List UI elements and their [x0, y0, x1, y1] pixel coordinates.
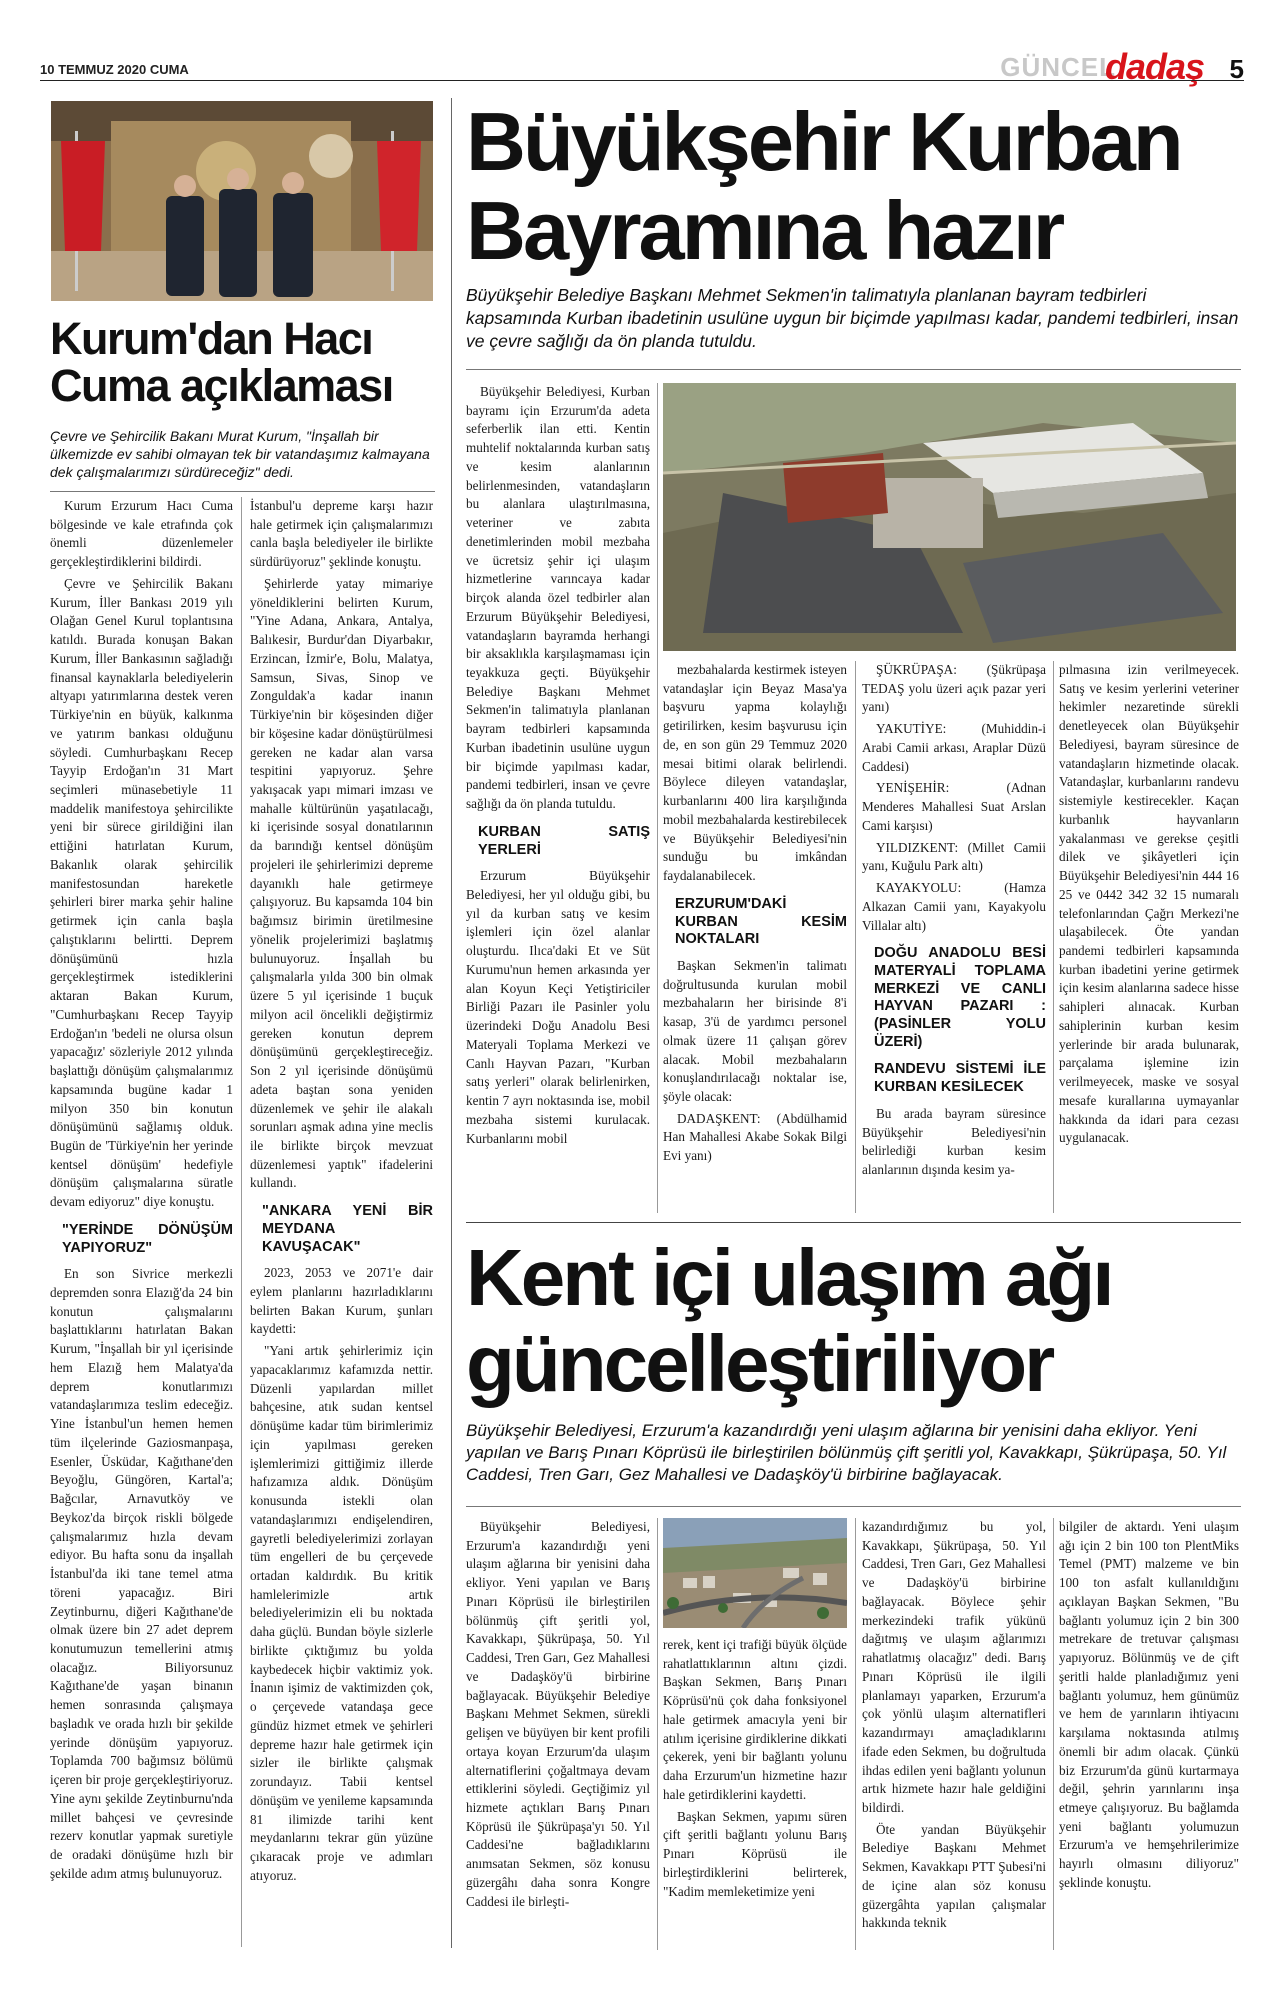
- paragraph: DADAŞKENT: (Abdülhamid Han Mahallesi Akabe Sokak Bilgi Evi yanı): [663, 1110, 847, 1164]
- paragraph: Büyükşehir Belediyesi, Kurban bayramı için Erzurum'da adeta seferberlik ilan etti. Kentin muhtelif noktalarında kurban satış ve kesim alanlarının belirlenmesinden, vatandaşların bu alanlara ulaştırılmasına, veteriner ve zabıta denetimlerinden mobil mezbaha ve ücretsiz şehir içi ulaşım hizmetlerine varıncaya kadar birçok alanda özel tedbirler alan Erzurum Büyükşehir Belediyesi, vatandaşların bayramda herhangi bir aksaklıkla karşılaşmaması için teyakkuza geçti. Büyükşehir Belediye Başkanı Mehmet Sekmen'in talimatıyla planlanan bayram tedbirleri kapsamında Kurban ibadetinin usulüne uygun bir biçimde yapılması kadar, pandemi tedbirleri, insan ve çevre sağlığı da ön planda tutuldu.: [466, 384, 650, 812]
- bottom-column-4: [1059, 1518, 1239, 1950]
- column-divider: [855, 661, 856, 1213]
- section-label: GÜNCEL: [1000, 52, 1116, 82]
- paragraph: bilgiler de aktardı. Yeni ulaşım ağı için 2 bin 100 ton PlentMiks Temel (PMT) malzeme ve bin 100 ton asfalt kullanıldığını açıklayan Başkan Sekmen, "Bu bağlantı yolumuz için 2 bin 300 metrekare de tretuvar çalışması yapıyoruz. Bölünmüş ve de çift şeritli halde planladığımız yeni bağlantı yolumuz, hem günümüz ve hem de yarınların ihtiyacını karşılama noktasında atılmış önemli bir adım olacak. Çünkü biz Erzurum'da günü kurtarmaya değil, şehrin yarınlarını inşa etmeye çalışıyoruz. Bu bağlamda yeni bağlantı yolumuzun Erzurum'a ve hemşehrilerimize hayırlı olmasını diliyoruz" şeklinde konuştu.: [1059, 1519, 1239, 1890]
- page-number: 5: [1229, 54, 1244, 84]
- top-spot: Büyükşehir Belediye Başkanı Mehmet Sekmen'in talimatıyla planlanan bayram tedbirleri kapsamında Kurban ibadetinin usulüne uygun bir biçimde yapılması kadar, pandemi tedbirleri, insan ve çevre sağlığı da ön planda tutuldu.: [466, 285, 1239, 351]
- top-c1-subheading: KURBAN SATIŞ YERLERİ: [478, 823, 650, 858]
- paragraph: "Yani artık şehirlerimiz için yapacaklarımız kafamızda nettir. Düzenli yapılardan millet bahçesine, atık sudan kentsel dönüşüme kadar tüm birimlerimiz için yapılması gereken işlemlerimizi gittiğimiz illerde hafızamıza aldık. Dönüşüm konusunda istekli olan vatandaşlarımızı endişelendiren, gayretli belediyelerimizi zorlayan tüm engelleri de bu çerçevede ortadan kaldırdık. Bu kritik hamlelerimizle artık belediyelerimizin eli bu noktada daha güçlü. Bundan böyle sizlerle birlikte çıktığımız bu yolda kaybedecek hiçbir vaktimiz yok. İnanın işimiz de vaktimizden çok, o çerçevede vatandaşa gece gündüz hizmet etmek ve şehirleri depreme hazır hale getirmek için sizler ile birlikte çalışmak zorundayız. Tabii kentsel dönüşüm ve yenileme kapsamında 81 ilimizde tarihi kent meydanlarını tekrar gün yüzüne çıkaracak proje ve adımları atıyoruz.: [250, 1343, 433, 1883]
- left-column-2: [250, 497, 433, 1947]
- left-headline-line2: Cuma açıklaması: [50, 360, 393, 412]
- top-headline-line2: Bayramına hazır: [466, 184, 1063, 277]
- bottom-spot-rule: [466, 1506, 1241, 1507]
- top-c3-subheading-2: RANDEVU SİSTEMİ İLE KURBAN KESİLECEK: [874, 1061, 1046, 1096]
- top-column-4: [1059, 661, 1239, 1213]
- kurum-photo: [51, 101, 433, 301]
- column-divider: [241, 497, 242, 1947]
- bottom-headline: [466, 1233, 1256, 1408]
- column-divider: [855, 1518, 856, 1950]
- issue-date: 10 TEMMUZ 2020 CUMA: [40, 62, 189, 77]
- top-headline-line1: Büyükşehir Kurban: [466, 95, 1181, 188]
- city-road-aerial-photo: [663, 1518, 847, 1628]
- top-column-3: [862, 661, 1046, 1213]
- paragraph: YAKUTİYE: (Muhiddin-i Arabi Camii arkası, Araplar Düzü Caddesi): [862, 721, 1046, 774]
- bottom-headline-line1: Kent içi ulaşım ağı: [466, 1233, 1112, 1322]
- paragraph: Erzurum Büyükşehir Belediyesi, her yıl olduğu gibi, bu yıl da kurban satış ve kesim işlemleri için özel alanlar oluşturdu. Ilıca'daki Et ve Süt Kurumu'nun hemen arkasında yer alan Koyun Keçi Yetiştiriciler Birliği Pazarı ile Pasinler yolu üzerindeki Doğu Anadolu Besi Materyali Toplama Merkezi ve Canlı Hayvan Pazarı, "Kurban satış yerleri" olarak belirlenirken, kentin 7 ayrı noktasında ise, mobil mezbaha sistemi kurulacak. Kurbanlarını mobil: [466, 868, 650, 1146]
- paragraph: pılmasına izin verilmeyecek. Satış ve kesim yerlerini veteriner hekimler nezaretinde sürekli denetleyecek olan Büyükşehir Belediyesi, bayram süresince de vatandaşların hizmetinde olacak. Vatandaşlar, kurbanlarını randevu sistemiyle kestirecekler. Kaçan kurbanlık hayvanların yakalanması ve gerekse çeşitli dilek ve şikâyetleri için Büyükşehir Belediyesi'nin 444 16 25 ve 0442 342 32 15 numaralı telefonlarından Çağrı Merkezi'ne ulaşabilecek. Öte yandan pandemi tedbirleri kapsamında kurban ibadetini yerine getirmek için kesim alanlarına sadece hisse sahipleri alınacak. Kurban sahiplerinin kurban kesim yerlerinde bir arada bulunarak, parçalama işlemine izin verilmeyecek, maske ve sosyal mesafe kurallarına uymayanlar hakkında da idari para cezası uygulanacak.: [1059, 662, 1239, 1146]
- newspaper-logo: dadaş: [1104, 46, 1204, 87]
- paragraph: Bu arada bayram süresince Büyükşehir Belediyesi'nin belirlediği kurban kesim alanlarının dışında kesim ya-: [862, 1105, 1046, 1177]
- paragraph: Şehirlerde yatay mimariye yöneldiklerini belirten Kurum, "Yine Adana, Ankara, Antalya, Balıkesir, Burdur'dan Diyarbakır, Erzincan, İzmir'e, Bolu, Malatya, Samsun, Sivas, Sinop ve Zonguldak'a kadar inanın Türkiye'nin bir köşesinden diğer bir köşesine kadar dönüştürülmesi gereken ne kadar alan varsa tespitini yapıyoruz. Şehre yakışacak yapı mimari imzası ve mahalle kültürünün yaşatılacağı, ki içerisinde sosyal donatılarının da barındığı kentsel dönüşüm projeleri ile şehirlerimizi depreme dayanıklı hale getirmeye çalışıyoruz. Bu kapsamda 104 bin bağımsız birimin üretilmesine yönelik projelerimizi başlatmış bulunuyoruz. İnşallah bu çalışmalarla yılda 300 bin olmak üzere 5 yıl içerisinde 1 buçuk milyon acil öncelikli değiştirmiz gereken konutun deprem dönüşümünü gerçekleştireceğiz. Son 2 yıl içerisinde dönüşümü adeta baştan sona yeniden düzenlemek ve şehir ile alakalı sorunları aşmak adına yine meclis ile birlikte birçok mevzuat düzenlemesi yaptık" ifadelerini kullandı.: [250, 575, 433, 1191]
- top-c2-subheading: ERZURUM'DAKİ KURBAN KESİM NOKTALARI: [675, 895, 847, 948]
- paragraph: En son Sivrice merkezli depremden sonra Elazığ'da 24 bin konutun çalışmalarını başlattıklarını hatırlatan Bakan Kurum, "İnşallah bir yıl içerisinde hem Elazığ hem Malatya'da deprem konutlarımızı vatandaşlarımıza teslim edeceğiz. Yine İstanbul'un hemen hemen tüm ilçelerinde Gaziosmanpaşa, Esenler, Üsküdar, Kağıthane'den Beyoğlu, Güngören, Kartal'a; Bağcılar, Arnavutköy ve Beykoz'da birçok riskli bölgede çalışmalarımız hızla devam ediyor. Bu hafta sonu da inşallah İstanbul'da iki tane temel atma töreni yapacağız. Biri Zeytinburnu, diğeri Kağıthane'de olmak üzere bin 27 adet deprem konutumuzun temellerini atmış olacağız. Biliyorsunuz Kağıthane'de yaşan binanın hemen sonrasında çalışmaya başladık ve orada hızlı bir şekilde yerinde dönüşüm yapıyoruz. Toplamda 700 bağımsız bölümü içeren bir proje gerçekleştiriyoruz. Yine aynı şekilde Zeytinburnu'nda millet bahçesi ve çevresinde rezerv konutlar yapmak suretiyle de oradaki dönüşüme hızlı bir şekilde adım atmış bulunuyoruz.: [50, 1266, 233, 1881]
- left-c1-paras: [50, 497, 233, 1212]
- paragraph: mezbahalarda kestirmek isteyen vatandaşlar için Beyaz Masa'ya başvuru yapma kolaylığı getirilirken, kesim başvurusu için de, en son gün 29 Temmuz 2020 mesai bitimi olarak belirlendi. Böylece dileyen vatandaşlar, kurbanlarını 400 lira karşılığında mobil mezbahalarda kestirebilecek ve Büyükşehir Belediyesi'nin sunduğu bu imkândan faydalanabilecek.: [663, 662, 847, 884]
- column-divider: [1053, 661, 1054, 1213]
- left-spot-rule: [50, 491, 435, 492]
- bottom-spot: Büyükşehir Belediyesi, Erzurum'a kazandırdığı yeni ulaşım ağlarına bir yenisini daha ekliyor. Yeni yapılan ve Barış Pınarı Köprüsü ile birleştirilen bölünmüş çift şeritli yol, Kavakkapı, Şükrüpaşa, 50. Yıl Caddesi, Tren Garı, Gez Mahallesi ve Dadaşköy'ü birbirine bağlayacak.: [466, 1421, 1227, 1485]
- paragraph: Büyükşehir Belediyesi, Erzurum'a kazandırdığı yeni ulaşım ağlarına bir yenisini daha ekliyor. Yeni yapılan ve Barış Pınarı Köprüsü ile birleştirilen bölünmüş çift şeritli yol, Kavakkapı, Şükrüpaşa, 50. Yıl Caddesi, Tren Garı, Gez Mahallesi ve Dadaşköy'ü birbirine bağlayacak. Büyükşehir Belediye Başkanı Mehmet Sekmen, sürekli gelişen ve büyüyen bir kent profili ortaya koyan Erzurum'da ulaşım alternatiflerini çoğaltmaya devam ettiklerini söyledi. Geçtiğimiz yıl hizmete açtıkları Barış Pınarı Köprüsü ile Şükrüpaşa'yı 50. Yıl Caddesi'ne bağladıklarını anımsatan Sekmen, söz konusu güzergâhı daha sonra Kongre Caddesi ile birleşti-: [466, 1519, 650, 1909]
- paragraph: YENİŞEHİR: (Adnan Menderes Mahallesi Suat Arslan Cami karşısı): [862, 780, 1046, 833]
- bottom-column-2: [663, 1636, 847, 1950]
- bottom-column-3: [862, 1518, 1046, 1950]
- paragraph: YILDIZKENT: (Millet Camii yanı, Kuğulu Park altı): [862, 839, 1046, 874]
- paragraph: Başkan Sekmen, yapımı süren çift şeritli bağlantı yolunu Barış Pınarı Köprüsü ile birleştirdiklerini belirterek, "Kadim memleketimize yeni: [663, 1808, 847, 1899]
- paragraph: Çevre ve Şehircilik Bakanı Kurum, İller Bankası 2019 yılı Olağan Genel Kurul toplantısına katıldı. Burada konuşan Bakan Kurum, İller Bankasının sağladığı finansal kaynaklarla belediyelerin altyapı yatırımlarına destek veren Türkiye'nin en büyük, kalkınma ve yatırım bankası olduğunu söyledi. Cumhurbaşkanı Recep Tayyip Erdoğan'ın 31 Mart seçimleri münasebetiyle 11 maddelik manifestoya şehircilikte yeni bir sürece girildiğini ilan ettiğini hatırlatan Kurum, Bakanlık olarak şehircilik manifestosundan hareketle şehirleri birer marka şehir haline getirmek için canla başla çalıştıklarını belirtti. Deprem dönüşümünü hızla gerçekleştirmek istediklerini aktaran Bakan Kurum, "Cumhurbaşkanı Recep Tayyip Erdoğan'ın 'bedeli ne olursa olsun yapacağız' sözleriyle 2012 yılında başlattığı dönüşüm çalışmalarımız kapsamında bugüne kadar 1 milyon 350 bin konutun dönüşümünü sağlamış olduk. Bugün de 'Türkiye'nin her yerinde kentsel dönüşüm' hedefiyle dönüşüm çalışmalarına süratle devam ediyoruz" diye konuştu.: [50, 575, 233, 1210]
- paragraph: Başkan Sekmen'in talimatı doğrultusunda kurulan mobil mezbahaların her birisinde 8'i kasap, 3'ü de yardımcı personel olmak üzere 11 çalışan görev alacak. Mobil mezbahaların konuşlandırılacağı noktalar ise, şöyle olacak:: [663, 957, 847, 1105]
- left-c2-subheading: "ANKARA YENİ BİR MEYDANA KAVUŞACAK": [262, 1203, 433, 1255]
- column-divider: [657, 1518, 658, 1950]
- paragraph: ŞÜKRÜPAŞA: (Şükrüpaşa TEDAŞ yolu üzeri açık pazar yeri yanı): [862, 662, 1046, 715]
- left-c1-subheading: "YERİNDE DÖNÜŞÜM YAPIYORUZ": [62, 1221, 233, 1256]
- paragraph: rerek, kent içi trafiği büyük ölçüde rahatlattıklarının altını çizdi. Başkan Sekmen, Barış Pınarı Köprüsü'nü çok daha fonksiyonel hale getirmek amacıyla yeni bir atılım içerisine girdiklerine dikkati çekerek, yeni bir bağlantı yolunu daha Erzurum'un hizmetine hazır hale getirdiklerini kaydetti.: [663, 1637, 847, 1802]
- column-divider: [1053, 1518, 1054, 1950]
- paragraph: Öte yandan Büyükşehir Belediye Başkanı Mehmet Sekmen, Kavakkapı PTT Şubesi'ni de içine alan söz konusu güzergâhta yapılan çalışmalar hakkında teknik: [862, 1821, 1046, 1931]
- bottom-headline-line2: güncelleştiriliyor: [466, 1319, 1053, 1408]
- paragraph: KAYAKYOLU: (Hamza Alkazan Camii yanı, Kayakyolu Villalar altı): [862, 880, 1046, 933]
- story-separator: [466, 1222, 1241, 1223]
- left-spot: Çevre ve Şehircilik Bakanı Murat Kurum, "İnşallah bir ülkemizde ev sahibi olmayan tek bir vatandaşımız kalmayana dek çalışmalarımızı sürdüreceğiz" dedi.: [50, 428, 430, 481]
- paragraph: kazandırdığımız bu yol, Kavakkapı, Şükrüpaşa, 50. Yıl Caddesi, Tren Garı, Gez Mahallesi ve Dadaşköy'ü birbirine bağlayacak. Böylece şehir merkezindeki trafik yükünü dağıtmış ve ulaşım ağlarımızı rahatlatmış olacağız" dedi. Barış Pınarı Köprüsü ile ilgili planlamayı yaparken, Erzurum'a çok yönlü ulaşım alternatifleri kazandırmayı amaçladıklarını ifade eden Sekmen, bu doğrultuda ihdas edilen yeni bağlantı yolunun artık hizmete hazır hale geldiğini bildirdi.: [862, 1519, 1046, 1816]
- top-c3-subheading-1: DOĞU ANADOLU BESİ MATERYALİ TOPLAMA MERKEZİ VE CANLI HAYVAN PAZARI : (PASİNLER YOLU ÜZERİ): [874, 945, 1046, 1050]
- left-headline: [50, 315, 450, 410]
- header-rule: [40, 80, 1244, 81]
- kurban-area-aerial-photo: [663, 383, 1236, 651]
- column-divider: [657, 383, 658, 1213]
- top-column-2: [663, 661, 847, 1213]
- top-spot-rule: [466, 369, 1241, 370]
- left-column-1: [50, 497, 233, 1947]
- paragraph: 2023, 2053 ve 2071'e dair eylem planlarını hazırladıklarını belirten Bakan Kurum, şunları kaydetti:: [250, 1265, 433, 1337]
- paragraph: Kurum Erzurum Hacı Cuma bölgesinde ve kale etrafında çok önemli düzenlemeler gerçekleştirdiklerini bildirdi.: [50, 498, 233, 570]
- section-divider: [451, 98, 452, 1948]
- paragraph: İstanbul'u depreme karşı hazır hale getirmek için çalışmalarımızı canla başla belediyeler ile birlikte sürdürüyoruz" şeklinde konuştu.: [250, 498, 433, 570]
- bottom-column-1: [466, 1518, 650, 1950]
- top-column-1: [466, 383, 650, 1213]
- left-headline-line1: Kurum'dan Hacı: [50, 313, 373, 364]
- top-headline: [466, 95, 1256, 277]
